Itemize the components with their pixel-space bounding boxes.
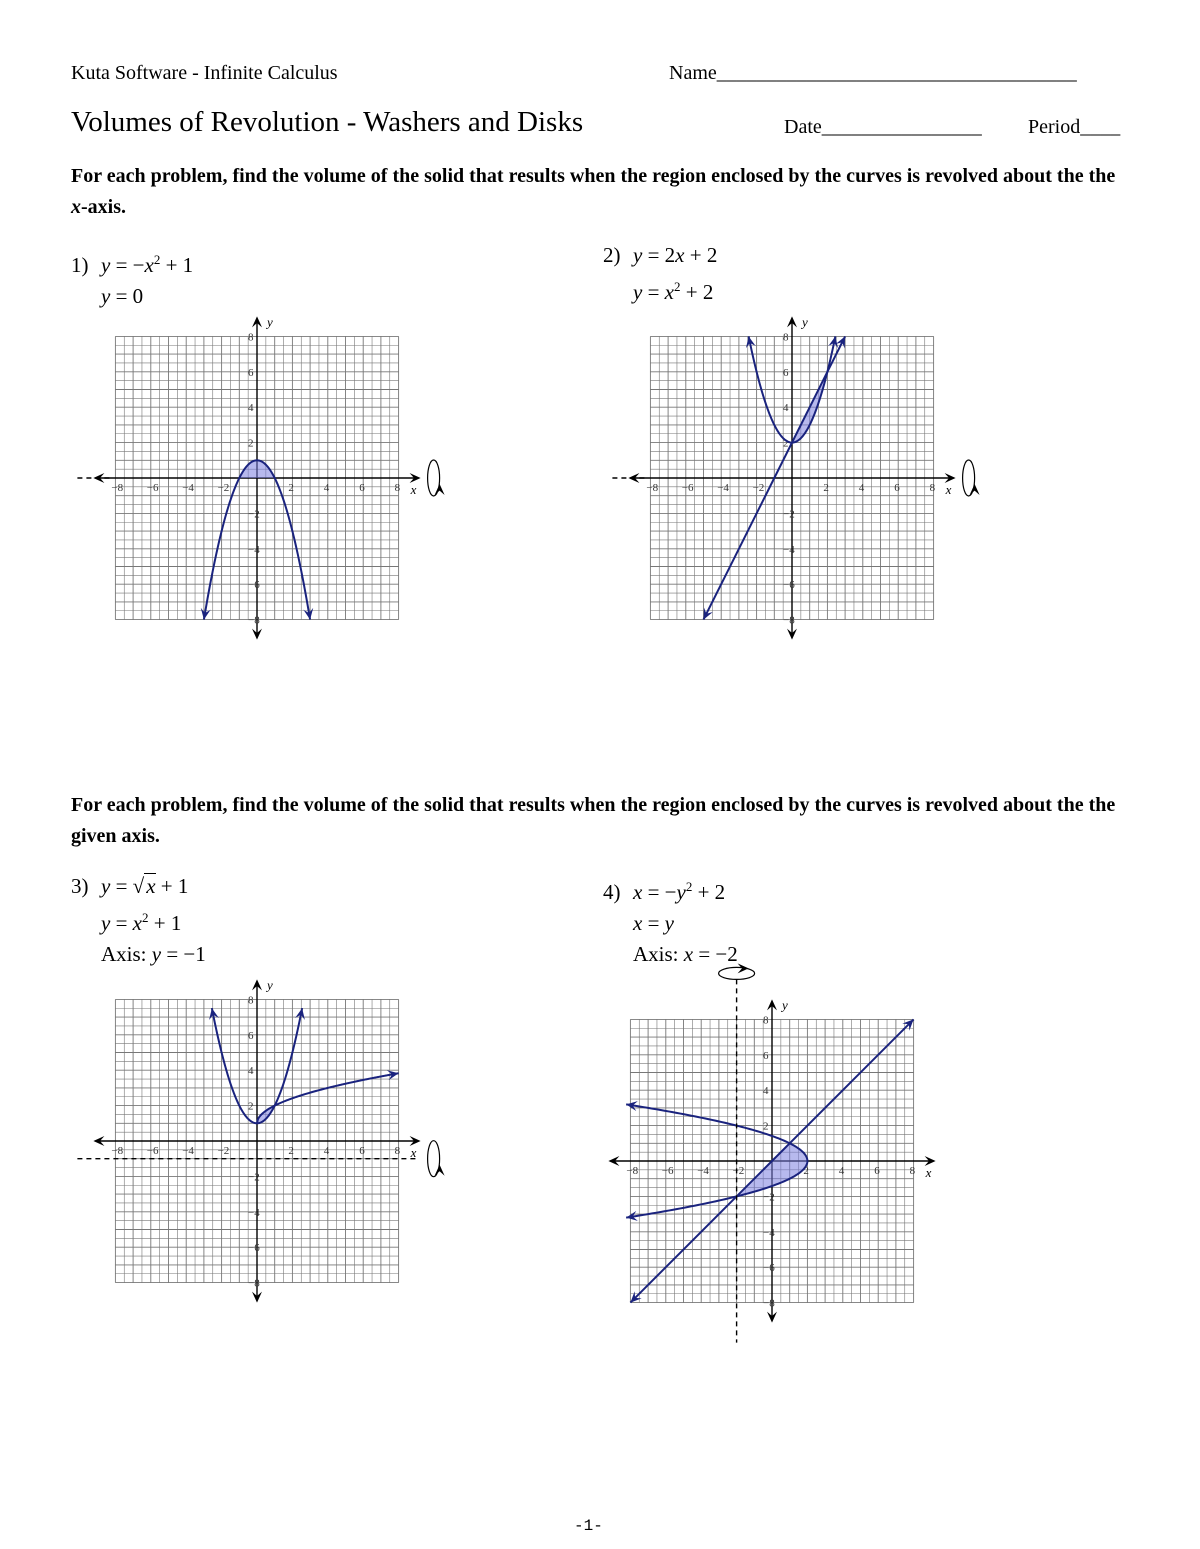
equation-line: Axis: x = −2 [633,942,738,966]
y-tick-label: −2 [783,508,795,521]
y-tick-label: 2 [763,1120,769,1133]
period-blank[interactable]: ____ [1080,116,1121,138]
x-tick-label: 4 [323,1145,330,1157]
x-tick-label: 2 [288,1145,294,1157]
x-tick-label: −8 [111,482,124,494]
y-axis-label: y [782,997,788,1013]
y-axis-label: y [802,314,808,330]
x-tick-label: 2 [803,1165,809,1177]
x-tick-label: −6 [146,1145,159,1157]
x-tick-label: −4 [182,482,194,494]
equation-line: 2) y = 2x + 2 [603,240,717,271]
y-tick-label: −8 [763,1297,775,1310]
x-tick-label: −2 [752,482,765,494]
software-name: Kuta Software - Infinite Calculus [71,62,338,84]
x-axis-label: x [945,482,952,497]
problem-4 [603,871,738,970]
x-tick-label: 4 [858,482,865,494]
graph-1 [70,305,470,650]
y-tick-label: 2 [783,437,789,450]
rotation-arrow-icon [435,484,445,495]
x-tick-label: 2 [288,482,294,494]
y-tick-label: −4 [783,543,795,556]
problem-2 [603,240,717,308]
x-tick-label: 2 [823,482,829,494]
x-tick-label: −2 [732,1165,745,1177]
y-tick-label: −4 [248,543,260,556]
y-tick-label: −8 [248,614,260,627]
y-tick-label: −4 [763,1226,775,1239]
x-tick-label: −6 [681,482,694,494]
x-tick-label: 6 [359,1145,365,1157]
equation-line: $y = x^2 + 2$ [633,279,714,304]
x-tick-label: −2 [217,1145,230,1157]
y-tick-label: 4 [248,1065,254,1078]
x-tick-label: 8 [394,1145,401,1157]
worksheet-title: Volumes of Revolution - Washers and Disks [71,106,584,138]
equation-line: 3) y = √x + 1 [71,871,206,902]
x-tick-label: 4 [323,482,330,494]
graph-3 [70,965,470,1310]
x-tick-label: 8 [909,1165,916,1177]
x-tick-label: 6 [874,1165,880,1177]
date-blank[interactable]: ________________ [821,116,982,138]
problem-number: 4) [603,880,621,904]
x-axis-label: x [925,1165,932,1180]
x-tick-label: 8 [929,482,936,494]
y-tick-label: −6 [763,1262,775,1275]
y-tick-label: 4 [763,1085,769,1098]
equation-line: x = y [633,911,674,935]
problem-3 [71,871,206,970]
page-number: -1- [574,1517,603,1535]
x-tick-label: −4 [697,1165,709,1177]
y-tick-label: 8 [763,1014,769,1027]
x-tick-label: −8 [111,1145,124,1157]
y-tick-label: 6 [763,1049,769,1062]
x-tick-label: −8 [626,1165,639,1177]
instructions-2: For each problem, find the volume of the solid that results when the region enclosed by the curves is revolved about the the given axis. [71,794,1116,847]
y-tick-label: −8 [783,614,795,627]
x-tick-label: −6 [661,1165,674,1177]
y-tick-label: 2 [248,1100,254,1113]
name-blank[interactable]: ____________________________________ [716,62,1077,84]
y-tick-label: 6 [783,366,789,379]
x-tick-label: −4 [182,1145,194,1157]
x-tick-label: 6 [359,482,365,494]
date-label: Date [784,116,822,138]
y-tick-label: −2 [763,1191,775,1204]
problem-number: 1) [71,253,89,277]
x-tick-label: −4 [717,482,729,494]
y-tick-label: 8 [248,331,254,344]
equation-line: 4) $x = -y^2 + 2$ [603,871,738,908]
problem-1 [71,244,193,312]
rotation-arrow-icon [970,484,980,495]
y-tick-label: 8 [783,331,789,344]
x-tick-label: −2 [217,482,230,494]
y-axis-label: y [267,977,273,993]
equation-line: $y = x^2 + 1$ [101,910,182,935]
graph-2 [602,305,1002,650]
problem-number: 2) [603,243,621,267]
y-tick-label: −4 [248,1206,260,1219]
equation-line: y = 0 [101,284,144,308]
equation-line: Axis: y = −1 [101,942,206,966]
rotation-arrow-icon [738,963,749,973]
equation-line: 1) $y = -x^2 + 1$ [71,244,193,281]
x-tick-label: −6 [146,482,159,494]
y-tick-label: 6 [248,1029,254,1042]
x-tick-label: 4 [838,1165,845,1177]
date-field[interactable] [784,116,982,139]
y-tick-label: 8 [248,994,254,1007]
instructions-1: For each problem, find the volume of the solid that results when the region enclosed by the curves is revolved about the the x-axis. [71,165,1116,218]
y-tick-label: −8 [248,1277,260,1290]
period-label: Period [1028,116,1081,138]
problem-number: 3) [71,874,89,898]
y-tick-label: −6 [248,1242,260,1255]
y-tick-label: −6 [248,579,260,592]
y-tick-label: 2 [248,437,254,450]
x-tick-label: −8 [646,482,659,494]
y-tick-label: 4 [248,402,254,415]
name-label: Name [669,62,717,84]
y-tick-label: 6 [248,366,254,379]
period-field[interactable] [1028,116,1120,139]
graph-4 [595,965,995,1345]
y-axis-label: y [267,314,273,330]
y-tick-label: −2 [248,508,260,521]
x-axis-label: x [410,1145,417,1160]
rotation-icon [719,967,755,979]
x-tick-label: 8 [394,482,401,494]
x-axis-label: x [410,482,417,497]
y-tick-label: −2 [248,1171,260,1184]
y-tick-label: 4 [783,402,789,415]
x-tick-label: 6 [894,482,900,494]
name-field[interactable] [669,62,1077,85]
rotation-arrow-icon [435,1165,445,1176]
y-tick-label: −6 [783,579,795,592]
